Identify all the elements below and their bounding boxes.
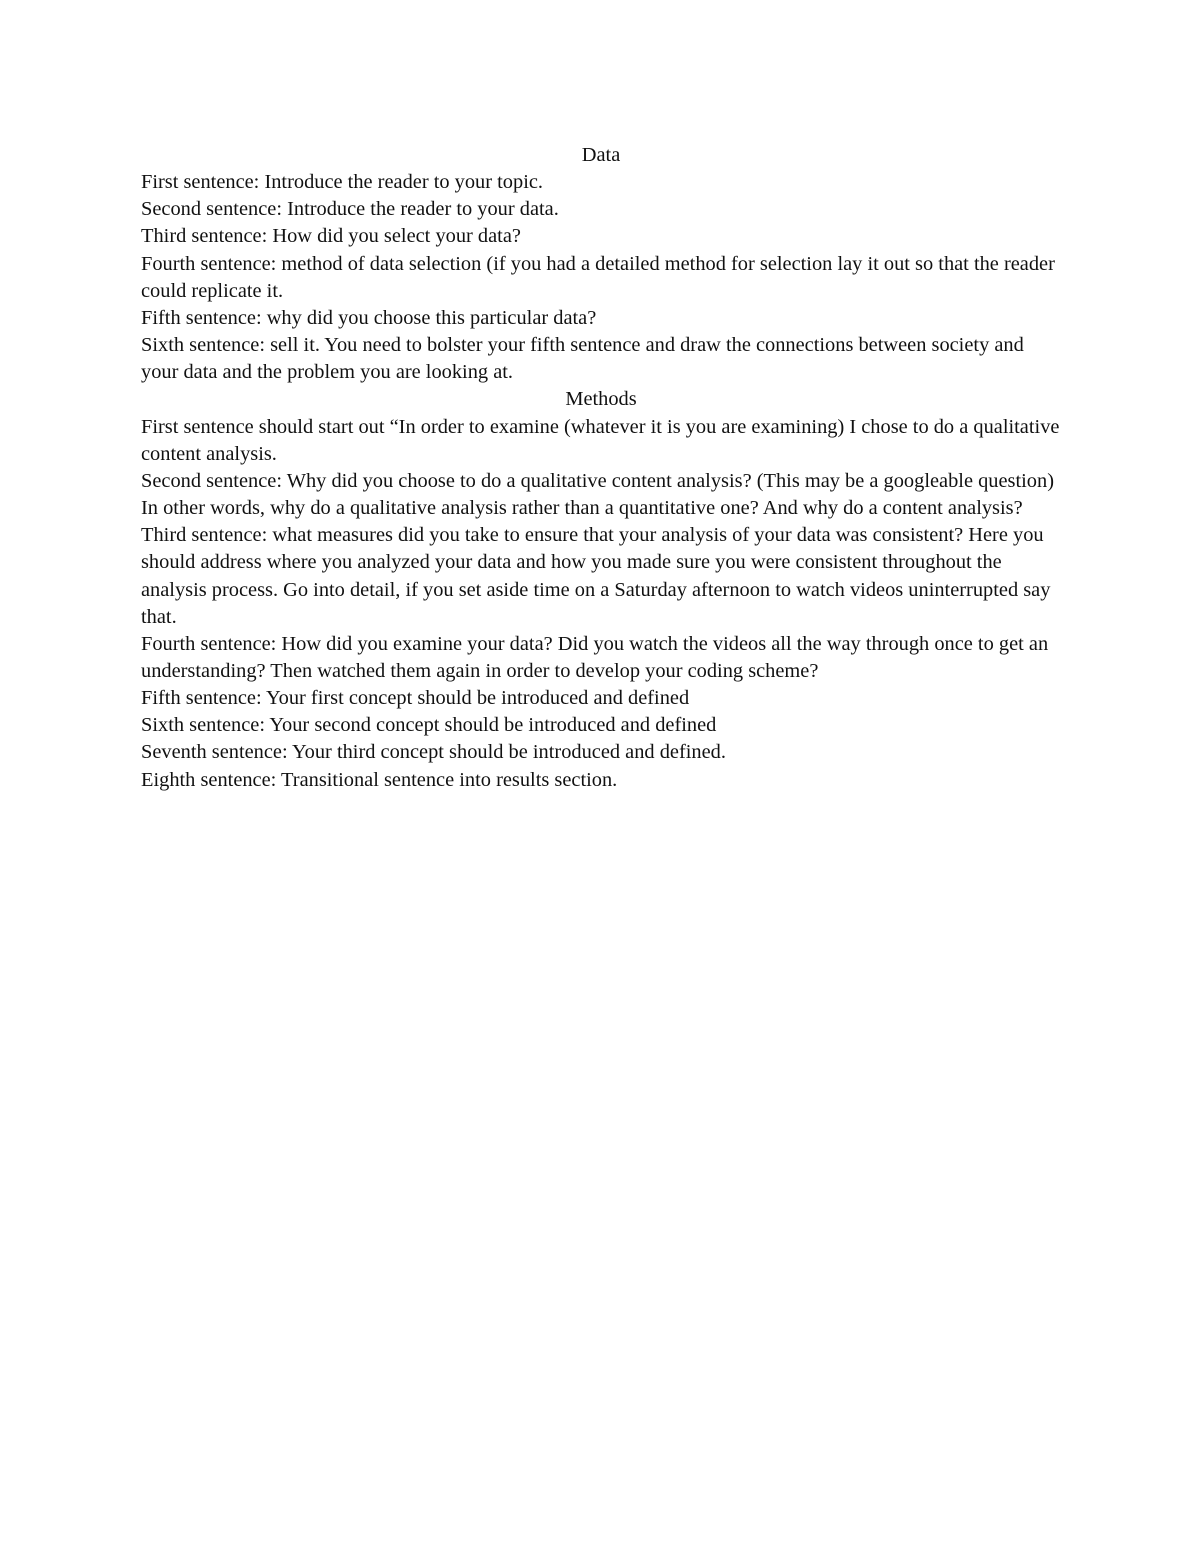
- data-sentence-4: Fourth sentence: method of data selection (if you had a detailed method for selection lay it out so that the reader could replicate it.: [141, 252, 1055, 302]
- methods-sentence-3: Third sentence: what measures did you take to ensure that your analysis of your data was consistent? Here you should address where you analyzed your data and how you made sure you were consistent throughout the analysis process. Go into detail, if you set aside time on a Saturday afternoon to watch videos uninterrupted say that.: [141, 524, 1051, 628]
- data-sentence-2: Second sentence: Introduce the reader to your data.: [141, 198, 559, 221]
- data-sentence-6: Sixth sentence: sell it. You need to bolster your fifth sentence and draw the connections between society and your data and the problem you are looking at.: [141, 334, 1024, 384]
- data-sentence-1: First sentence: Introduce the reader to your topic.: [141, 171, 544, 194]
- data-sentence-5: Fifth sentence: why did you choose this particular data?: [141, 306, 597, 329]
- document-body: [141, 142, 1061, 794]
- methods-sentence-1: First sentence should start out “In order to examine (whatever it is you are examining) I chose to do a qualitative content analysis.: [141, 415, 1060, 465]
- data-heading: Data: [581, 144, 621, 166]
- methods-heading: Methods: [565, 388, 637, 411]
- methods-section: [141, 386, 1061, 793]
- data-section: [141, 142, 1061, 386]
- methods-sentence-6: Sixth sentence: Your second concept should be introduced and defined: [141, 714, 717, 737]
- methods-sentence-7: Seventh sentence: Your third concept should be introduced and defined.: [141, 741, 726, 764]
- data-sentence-3: Third sentence: How did you select your data?: [141, 225, 521, 248]
- methods-sentence-5: Fifth sentence: Your first concept should be introduced and defined: [141, 687, 690, 710]
- methods-sentence-2: Second sentence: Why did you choose to do a qualitative content analysis? (This may be a googleable question) In other words, why do a qualitative analysis rather than a quantitative one? And why do a content analysis?: [141, 469, 1054, 520]
- methods-sentence-8: Eighth sentence: Transitional sentence into results section.: [141, 768, 618, 791]
- methods-sentence-4: Fourth sentence: How did you examine your data? Did you watch the videos all the way through once to get an understanding? Then watched them again in order to develop your coding scheme?: [141, 632, 1049, 682]
